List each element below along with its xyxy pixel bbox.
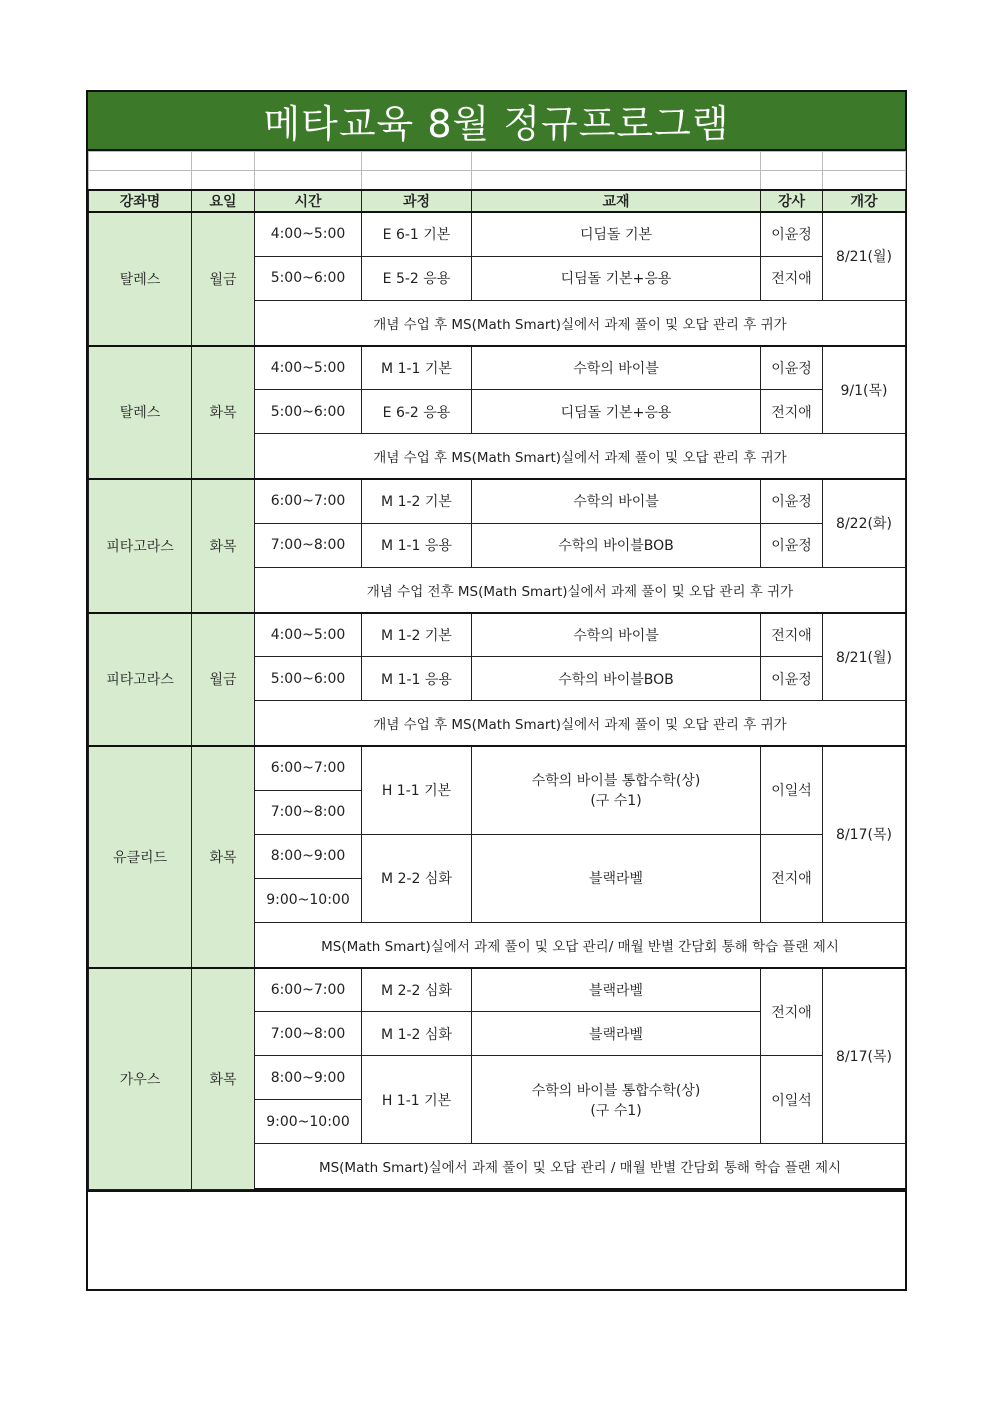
textbook-cell: 수학의 바이블BOB [472, 523, 761, 567]
course-cell: M 1-1 기본 [362, 346, 472, 390]
start-date-cell: 9/1(목) [823, 346, 906, 434]
class-name: 피타고라스 [89, 479, 192, 613]
course-cell: M 1-2 심화 [362, 1012, 472, 1056]
class-day: 월금 [192, 613, 255, 747]
table-row [89, 479, 906, 523]
blank-row [89, 152, 906, 171]
time-cell: 7:00~8:00 [255, 790, 362, 834]
textbook-cell: 디딤돌 기본+응용 [472, 390, 761, 434]
class-day: 화목 [192, 746, 255, 968]
note-cell: 개념 수업 후 MS(Math Smart)실에서 과제 풀이 및 오답 관리 후 귀가 [255, 300, 906, 346]
teacher-cell: 이윤정 [761, 523, 823, 567]
time-cell: 5:00~6:00 [255, 390, 362, 434]
class-day: 월금 [192, 212, 255, 346]
time-cell: 8:00~9:00 [255, 1056, 362, 1100]
textbook-cell: 블랙라벨 [472, 1012, 761, 1056]
start-date-cell: 8/21(월) [823, 212, 906, 300]
header-textbook: 교재 [472, 190, 761, 212]
header-time: 시간 [255, 190, 362, 212]
time-cell: 6:00~7:00 [255, 968, 362, 1012]
teacher-cell: 전지애 [761, 613, 823, 657]
note-cell: MS(Math Smart)실에서 과제 풀이 및 오답 관리/ 매월 반별 간담회 통해 학습 플랜 제시 [255, 922, 906, 968]
course-cell: M 1-1 응용 [362, 657, 472, 701]
time-cell: 7:00~8:00 [255, 1012, 362, 1056]
time-cell: 7:00~8:00 [255, 523, 362, 567]
teacher-cell: 전지애 [761, 256, 823, 300]
footer-blank-area [88, 1190, 905, 1289]
textbook-cell: 블랙라벨 [472, 968, 761, 1012]
class-day: 화목 [192, 968, 255, 1190]
time-cell: 9:00~10:00 [255, 878, 362, 922]
course-cell: M 1-2 기본 [362, 613, 472, 657]
start-date-cell: 8/22(화) [823, 479, 906, 567]
teacher-cell: 전지애 [761, 968, 823, 1056]
textbook-cell: 수학의 바이블BOB [472, 657, 761, 701]
textbook-cell: 수학의 바이블 [472, 346, 761, 390]
class-name: 탈레스 [89, 346, 192, 480]
header-course: 과정 [362, 190, 472, 212]
textbook-cell [472, 1056, 761, 1144]
page-title: 메타교육 8월 정규프로그램 [88, 92, 905, 151]
course-cell: M 2-2 심화 [362, 968, 472, 1012]
blank-row [89, 171, 906, 191]
class-day: 화목 [192, 479, 255, 613]
start-date-cell: 8/17(목) [823, 746, 906, 922]
class-name: 탈레스 [89, 212, 192, 346]
time-cell: 5:00~6:00 [255, 657, 362, 701]
class-name: 피타고라스 [89, 613, 192, 747]
table-row [89, 346, 906, 390]
table-row [89, 968, 906, 1012]
class-day: 화목 [192, 346, 255, 480]
time-cell: 6:00~7:00 [255, 746, 362, 790]
teacher-cell: 이윤정 [761, 346, 823, 390]
textbook-line: (구 수1) [590, 1102, 642, 1119]
time-cell: 8:00~9:00 [255, 834, 362, 878]
header-class-name: 강좌명 [89, 190, 192, 212]
class-name: 유클리드 [89, 746, 192, 968]
time-cell: 4:00~5:00 [255, 212, 362, 256]
note-cell: 개념 수업 후 MS(Math Smart)실에서 과제 풀이 및 오답 관리 후 귀가 [255, 434, 906, 480]
teacher-cell: 전지애 [761, 390, 823, 434]
teacher-cell: 이윤정 [761, 479, 823, 523]
header-row [89, 190, 906, 212]
note-cell: 개념 수업 전후 MS(Math Smart)실에서 과제 풀이 및 오답 관리 후 귀가 [255, 567, 906, 613]
time-cell: 9:00~10:00 [255, 1100, 362, 1144]
textbook-cell: 수학의 바이블 [472, 479, 761, 523]
textbook-cell: 블랙라벨 [472, 834, 761, 922]
textbook-cell: 디딤돌 기본+응용 [472, 256, 761, 300]
header-day: 요일 [192, 190, 255, 212]
schedule-table [88, 151, 906, 1190]
teacher-cell: 이일석 [761, 746, 823, 834]
time-cell: 6:00~7:00 [255, 479, 362, 523]
textbook-line: (구 수1) [590, 793, 642, 810]
header-start-date: 개강 [823, 190, 906, 212]
teacher-cell: 전지애 [761, 834, 823, 922]
course-cell: H 1-1 기본 [362, 746, 472, 834]
start-date-cell: 8/17(목) [823, 968, 906, 1144]
table-row [89, 212, 906, 256]
start-date-cell: 8/21(월) [823, 613, 906, 701]
header-teacher: 강사 [761, 190, 823, 212]
textbook-line: 수학의 바이블 통합수학(상) [531, 773, 701, 790]
course-cell: E 6-1 기본 [362, 212, 472, 256]
teacher-cell: 이윤정 [761, 657, 823, 701]
table-row [89, 613, 906, 657]
textbook-cell: 수학의 바이블 [472, 613, 761, 657]
time-cell: 5:00~6:00 [255, 256, 362, 300]
course-cell: M 1-1 응용 [362, 523, 472, 567]
teacher-cell: 이일석 [761, 1056, 823, 1144]
note-cell: 개념 수업 후 MS(Math Smart)실에서 과제 풀이 및 오답 관리 후 귀가 [255, 701, 906, 747]
course-cell: M 2-2 심화 [362, 834, 472, 922]
schedule-sheet [86, 90, 907, 1291]
course-cell: H 1-1 기본 [362, 1056, 472, 1144]
textbook-cell [472, 746, 761, 834]
course-cell: E 5-2 응용 [362, 256, 472, 300]
class-name: 가우스 [89, 968, 192, 1190]
textbook-line: 수학의 바이블 통합수학(상) [531, 1082, 701, 1099]
teacher-cell: 이윤정 [761, 212, 823, 256]
note-cell: MS(Math Smart)실에서 과제 풀이 및 오답 관리 / 매월 반별 간담회 통해 학습 플랜 제시 [255, 1144, 906, 1190]
table-row [89, 746, 906, 790]
time-cell: 4:00~5:00 [255, 613, 362, 657]
textbook-cell: 디딤돌 기본 [472, 212, 761, 256]
course-cell: M 1-2 기본 [362, 479, 472, 523]
course-cell: E 6-2 응용 [362, 390, 472, 434]
time-cell: 4:00~5:00 [255, 346, 362, 390]
